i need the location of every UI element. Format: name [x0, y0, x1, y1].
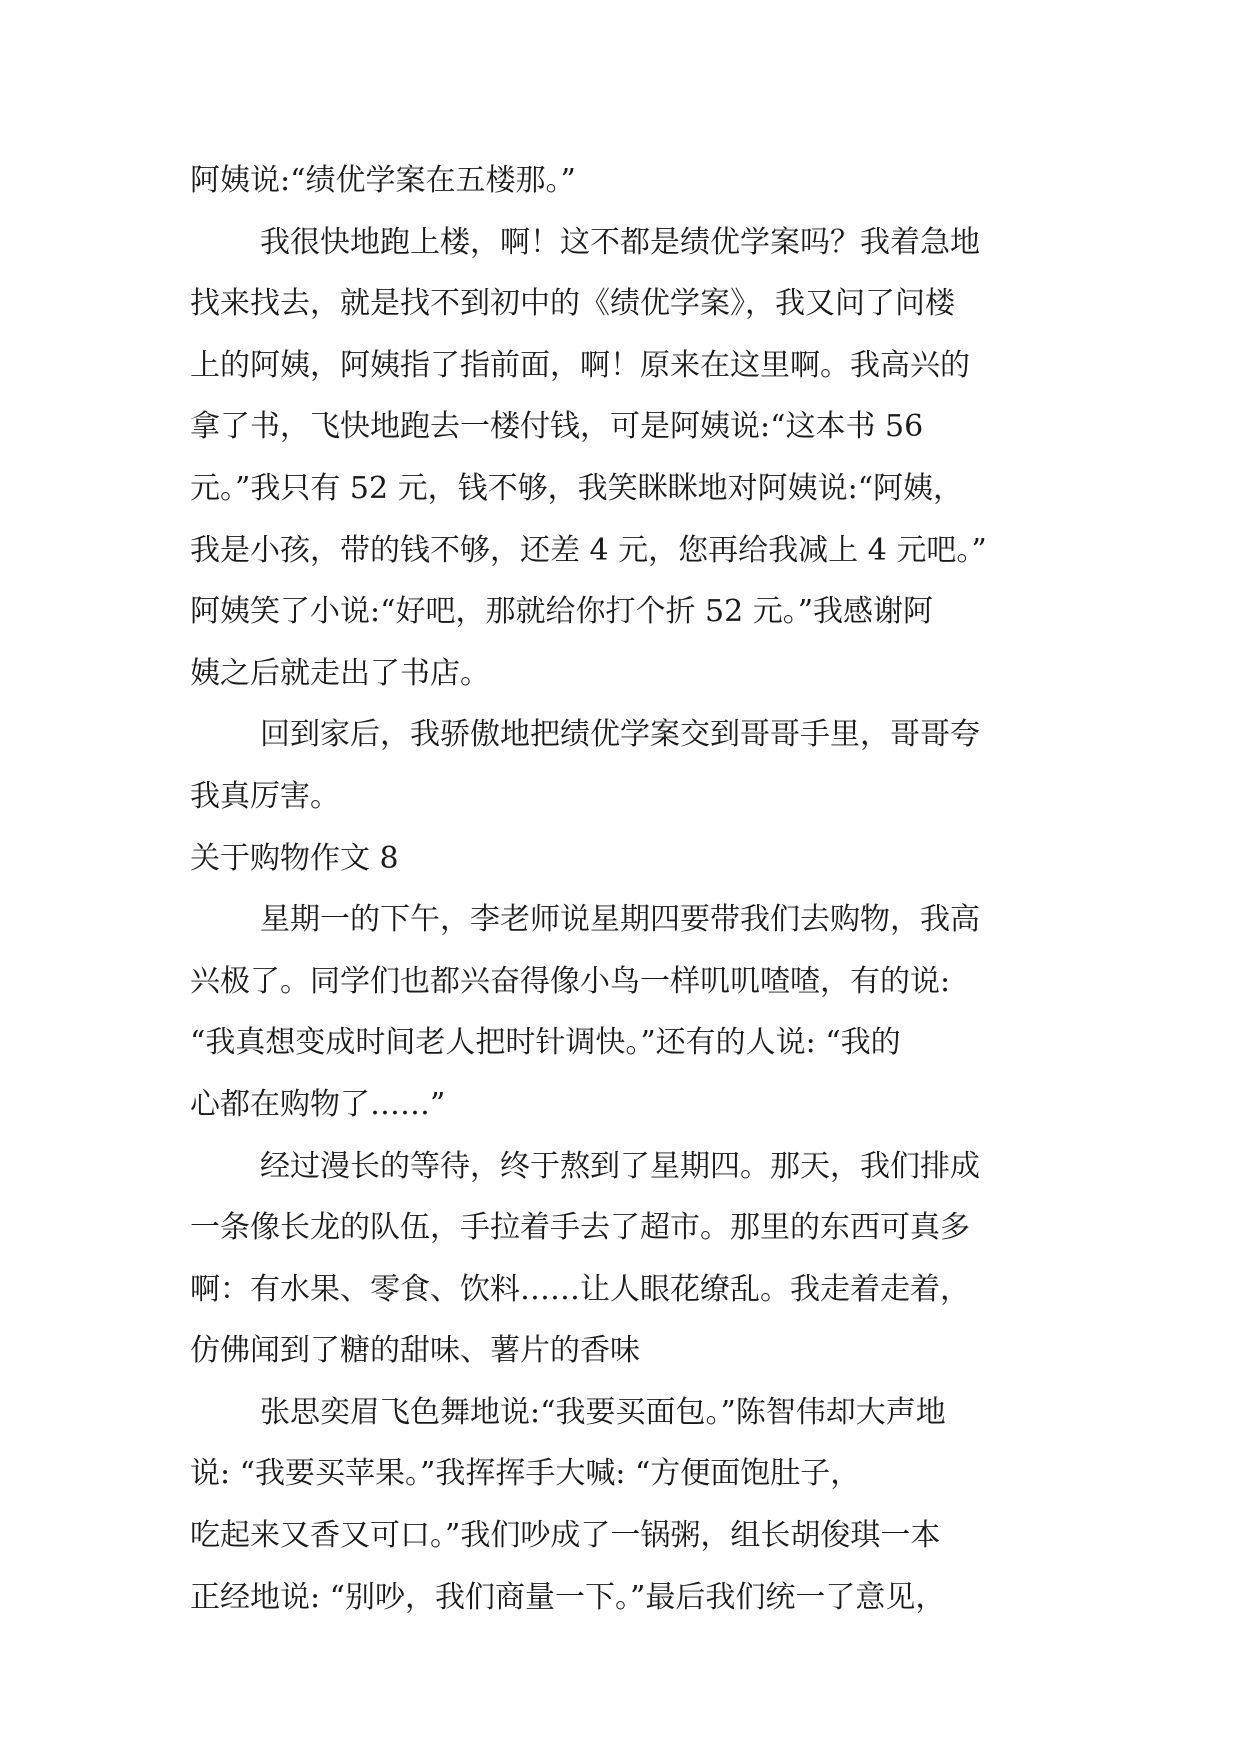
paragraph-line: “我真想变成时间老人把时针调快。”还有的人说: “我的 — [190, 1025, 901, 1061]
paragraph-line: 阿姨笑了小说:“好吧，那就给你打个折 52 元。”我感谢阿 — [190, 594, 934, 630]
paragraph-line: 正经地说: “别吵，我们商量一下。”最后我们统一了意见， — [190, 1579, 946, 1615]
paragraph-line: 仿佛闻到了糖的甜味、薯片的香味 — [190, 1333, 640, 1369]
paragraph-line: 经过漫长的等待，终于熬到了星期四。那天，我们排成 — [260, 1148, 980, 1184]
paragraph-line: 回到家后，我骄傲地把绩优学案交到哥哥手里，哥哥夸 — [260, 717, 980, 753]
paragraph-line: 张思奕眉飞色舞地说:“我要买面包。”陈智伟却大声地 — [260, 1394, 946, 1430]
paragraph-line: 星期一的下午，李老师说星期四要带我们去购物，我高 — [260, 902, 980, 938]
paragraph-line: 我真厉害。 — [190, 778, 340, 814]
paragraph-line: 兴极了。同学们也都兴奋得像小鸟一样叽叽喳喳，有的说: — [190, 963, 951, 999]
essay-body — [190, 150, 1050, 1628]
paragraph-line: 一条像长龙的队伍，手拉着手去了超市。那里的东西可真多 — [190, 1210, 970, 1246]
section-heading: 关于购物作文 8 — [190, 840, 399, 876]
paragraph-line: 吃起来又香又可口。”我们吵成了一锅粥，组长胡俊琪一本 — [190, 1518, 941, 1554]
paragraph-line: 拿了书，飞快地跑去一楼付钱，可是阿姨说:“这本书 56 — [190, 409, 924, 445]
paragraph-line: 元。”我只有 52 元，钱不够，我笑眯眯地对阿姨说:“阿姨， — [190, 470, 964, 506]
paragraph-line: 姨之后就走出了书店。 — [190, 655, 490, 691]
paragraph-line: 阿姨说:“绩优学案在五楼那。” — [190, 163, 576, 198]
paragraph-line: 啊：有水果、零食、饮料……让人眼花缭乱。我走着走着， — [190, 1271, 970, 1307]
paragraph-line: 我是小孩，带的钱不够，还差 4 元，您再给我减上 4 元吧。” — [190, 532, 987, 568]
paragraph-line: 心都在购物了……” — [190, 1086, 446, 1122]
paragraph-line: 上的阿姨，阿姨指了指前面，啊！原来在这里啊。我高兴的 — [190, 347, 970, 383]
paragraph-line: 找来找去，就是找不到初中的《绩优学案》，我又问了问楼 — [190, 286, 955, 322]
paragraph-line: 我很快地跑上楼，啊！这不都是绩优学案吗？我着急地 — [260, 224, 980, 260]
paragraph-line: 说: “我要买苹果。”我挥挥手大喊: “方便面饱肚子， — [190, 1456, 861, 1492]
